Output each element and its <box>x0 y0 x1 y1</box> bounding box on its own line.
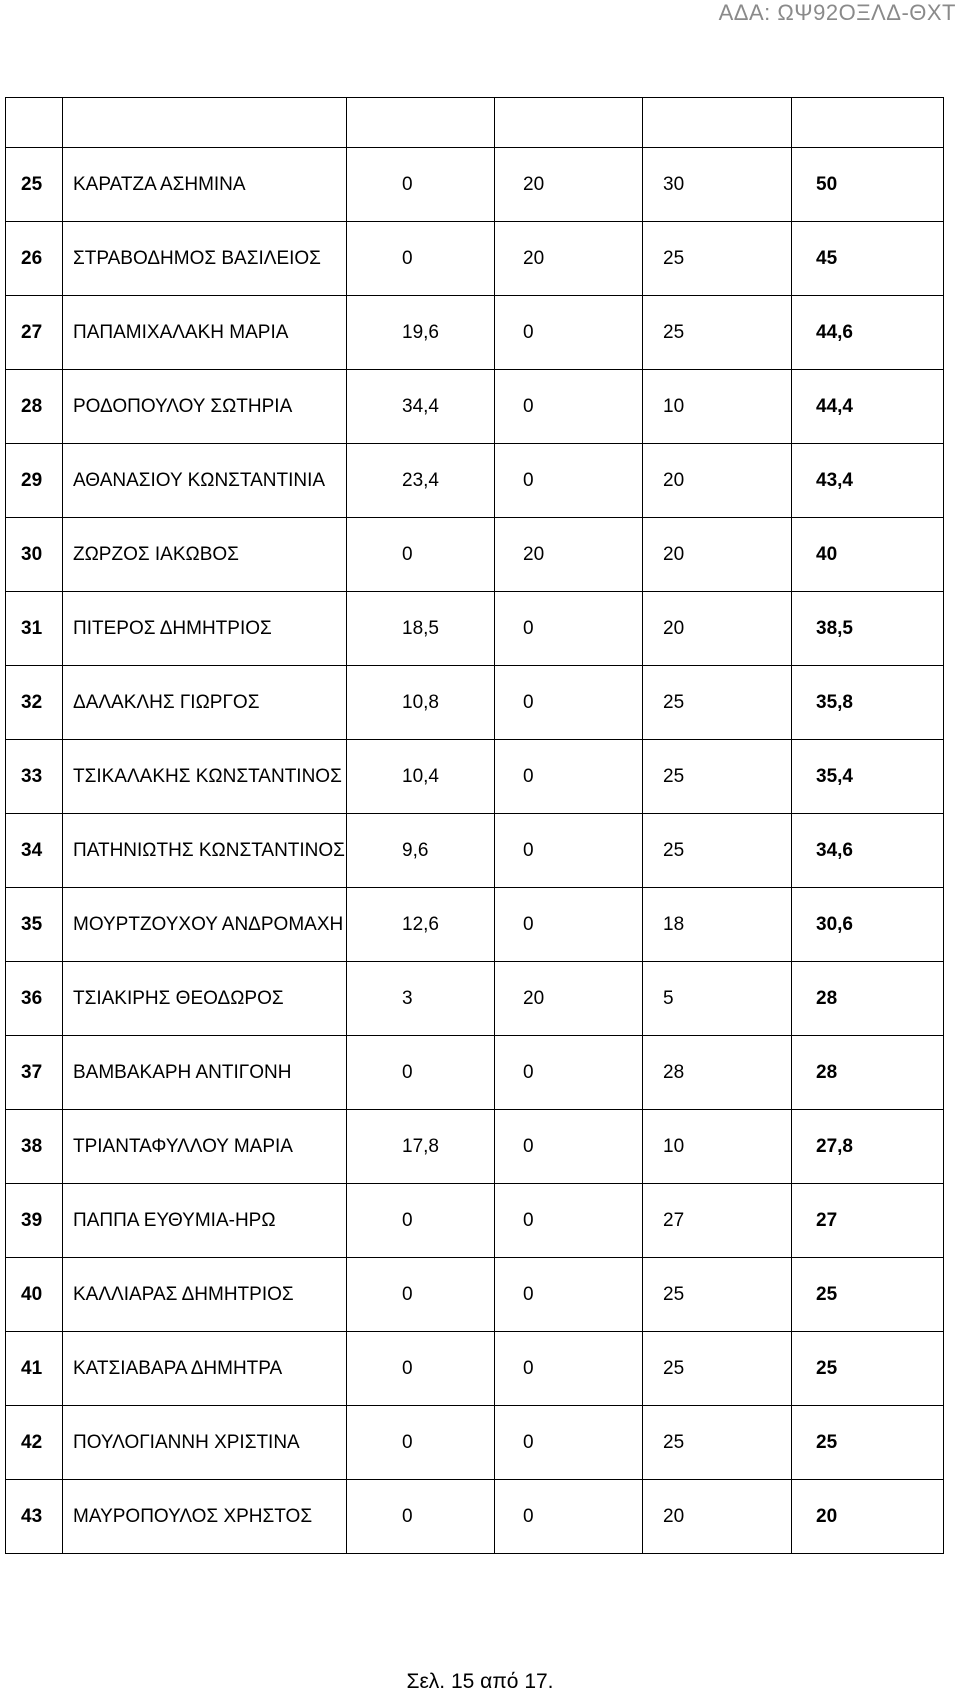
row-value-3: 5 <box>643 962 792 1036</box>
row-number: 38 <box>6 1110 63 1184</box>
row-value-1: 18,5 <box>347 592 495 666</box>
row-total: 34,6 <box>792 814 944 888</box>
table-row <box>6 1036 944 1110</box>
row-total: 25 <box>792 1406 944 1480</box>
row-value-2: 0 <box>495 1036 643 1110</box>
row-value-1: 0 <box>347 1332 495 1406</box>
row-name: ΠΙΤΕΡΟΣ ΔΗΜΗΤΡΙΟΣ <box>63 592 347 666</box>
row-total: 25 <box>792 1258 944 1332</box>
row-value-2: 0 <box>495 814 643 888</box>
table-row <box>6 888 944 962</box>
row-value-3: 25 <box>643 1406 792 1480</box>
row-name: ΡΟΔΟΠΟΥΛΟΥ ΣΩΤΗΡΙΑ <box>63 370 347 444</box>
row-number: 42 <box>6 1406 63 1480</box>
row-value-2: 0 <box>495 1110 643 1184</box>
row-value-1: 10,4 <box>347 740 495 814</box>
row-total: 27 <box>792 1184 944 1258</box>
row-total: 43,4 <box>792 444 944 518</box>
row-number: 29 <box>6 444 63 518</box>
table-row <box>6 1184 944 1258</box>
row-total: 50 <box>792 148 944 222</box>
row-name: ΚΑΤΣΙΑΒΑΡΑ ΔΗΜΗΤΡΑ <box>63 1332 347 1406</box>
table-row <box>6 962 944 1036</box>
row-name: ΔΑΛΑΚΛΗΣ ΓΙΩΡΓΟΣ <box>63 666 347 740</box>
row-value-3: 25 <box>643 1332 792 1406</box>
row-number: 28 <box>6 370 63 444</box>
row-name: ΤΣΙΚΑΛΑΚΗΣ ΚΩΝΣΤΑΝΤΙΝΟΣ <box>63 740 347 814</box>
row-value-2: 20 <box>495 148 643 222</box>
row-total: 38,5 <box>792 592 944 666</box>
row-name: ΜΑΥΡΟΠΟΥΛΟΣ ΧΡΗΣΤΟΣ <box>63 1480 347 1554</box>
table-row <box>6 444 944 518</box>
row-value-3: 20 <box>643 1480 792 1554</box>
row-total: 45 <box>792 222 944 296</box>
table-row <box>6 148 944 222</box>
row-number: 27 <box>6 296 63 370</box>
row-total: 35,4 <box>792 740 944 814</box>
row-name: ΚΑΛΛΙΑΡΑΣ ΔΗΜΗΤΡΙΟΣ <box>63 1258 347 1332</box>
row-value-3: 20 <box>643 518 792 592</box>
row-number: 33 <box>6 740 63 814</box>
row-value-2: 0 <box>495 740 643 814</box>
row-value-3: 25 <box>643 814 792 888</box>
row-value-1: 19,6 <box>347 296 495 370</box>
row-name: ΣΤΡΑΒΟΔΗΜΟΣ ΒΑΣΙΛΕΙΟΣ <box>63 222 347 296</box>
row-number: 32 <box>6 666 63 740</box>
table-row <box>6 592 944 666</box>
row-number: 30 <box>6 518 63 592</box>
row-value-3: 25 <box>643 222 792 296</box>
table-header-blank-row <box>6 98 944 148</box>
row-number: 43 <box>6 1480 63 1554</box>
row-value-3: 20 <box>643 592 792 666</box>
row-value-1: 12,6 <box>347 888 495 962</box>
row-value-1: 0 <box>347 1036 495 1110</box>
table-row <box>6 1258 944 1332</box>
table-row <box>6 1110 944 1184</box>
row-value-2: 20 <box>495 962 643 1036</box>
row-value-1: 23,4 <box>347 444 495 518</box>
page-number: Σελ. 15 από 17. <box>406 1670 554 1693</box>
row-number: 34 <box>6 814 63 888</box>
table-row <box>6 370 944 444</box>
row-value-2: 0 <box>495 370 643 444</box>
row-total: 30,6 <box>792 888 944 962</box>
row-name: ΠΟΥΛΟΓΙΑΝΝΗ ΧΡΙΣΤΙΝΑ <box>63 1406 347 1480</box>
row-name: ΤΡΙΑΝΤΑΦΥΛΛΟΥ ΜΑΡΙΑ <box>63 1110 347 1184</box>
row-value-1: 17,8 <box>347 1110 495 1184</box>
row-value-2: 0 <box>495 666 643 740</box>
row-value-1: 0 <box>347 1406 495 1480</box>
row-name: ΑΘΑΝΑΣΙΟΥ ΚΩΝΣΤΑΝΤΙΝΙΑ <box>63 444 347 518</box>
row-value-1: 0 <box>347 518 495 592</box>
row-number: 37 <box>6 1036 63 1110</box>
row-number: 36 <box>6 962 63 1036</box>
table-row <box>6 666 944 740</box>
table-row <box>6 518 944 592</box>
row-value-2: 0 <box>495 592 643 666</box>
row-total: 35,8 <box>792 666 944 740</box>
row-value-2: 0 <box>495 1480 643 1554</box>
row-value-2: 0 <box>495 1332 643 1406</box>
row-total: 40 <box>792 518 944 592</box>
row-value-3: 25 <box>643 1258 792 1332</box>
table-row <box>6 296 944 370</box>
row-value-1: 0 <box>347 1258 495 1332</box>
row-value-1: 10,8 <box>347 666 495 740</box>
table-row <box>6 222 944 296</box>
row-name: ΠΑΠΑΜΙΧΑΛΑΚΗ ΜΑΡΙΑ <box>63 296 347 370</box>
row-value-3: 30 <box>643 148 792 222</box>
table-row <box>6 1406 944 1480</box>
row-value-2: 0 <box>495 444 643 518</box>
row-value-1: 0 <box>347 148 495 222</box>
row-value-3: 27 <box>643 1184 792 1258</box>
row-name: ΖΩΡΖΟΣ ΙΑΚΩΒΟΣ <box>63 518 347 592</box>
row-value-2: 20 <box>495 518 643 592</box>
row-value-1: 3 <box>347 962 495 1036</box>
table-row <box>6 1332 944 1406</box>
row-value-3: 20 <box>643 444 792 518</box>
table-row <box>6 1480 944 1554</box>
row-total: 28 <box>792 962 944 1036</box>
row-value-3: 25 <box>643 296 792 370</box>
row-value-2: 20 <box>495 222 643 296</box>
row-value-3: 10 <box>643 370 792 444</box>
row-total: 44,6 <box>792 296 944 370</box>
row-value-3: 10 <box>643 1110 792 1184</box>
row-total: 44,4 <box>792 370 944 444</box>
row-total: 27,8 <box>792 1110 944 1184</box>
results-table <box>5 97 944 1554</box>
row-number: 25 <box>6 148 63 222</box>
row-value-3: 28 <box>643 1036 792 1110</box>
row-value-1: 0 <box>347 1480 495 1554</box>
row-value-3: 18 <box>643 888 792 962</box>
row-number: 39 <box>6 1184 63 1258</box>
row-value-2: 0 <box>495 1258 643 1332</box>
row-total: 25 <box>792 1332 944 1406</box>
table-row <box>6 814 944 888</box>
row-value-1: 34,4 <box>347 370 495 444</box>
row-value-2: 0 <box>495 296 643 370</box>
row-value-3: 25 <box>643 666 792 740</box>
row-number: 41 <box>6 1332 63 1406</box>
row-number: 26 <box>6 222 63 296</box>
row-value-1: 9,6 <box>347 814 495 888</box>
row-number: 31 <box>6 592 63 666</box>
row-value-2: 0 <box>495 1184 643 1258</box>
row-total: 20 <box>792 1480 944 1554</box>
row-value-2: 0 <box>495 888 643 962</box>
ada-code: ΑΔΑ: ΩΨ92ΟΞΛΔ-ΘΧΤ <box>718 0 956 25</box>
row-name: ΤΣΙΑΚΙΡΗΣ ΘΕΟΔΩΡΟΣ <box>63 962 347 1036</box>
row-number: 35 <box>6 888 63 962</box>
row-value-1: 0 <box>347 222 495 296</box>
row-value-2: 0 <box>495 1406 643 1480</box>
row-name: ΚΑΡΑΤΖΑ ΑΣΗΜΙΝΑ <box>63 148 347 222</box>
row-value-3: 25 <box>643 740 792 814</box>
row-number: 40 <box>6 1258 63 1332</box>
row-name: ΠΑΠΠΑ ΕΥΘΥΜΙΑ-ΗΡΩ <box>63 1184 347 1258</box>
row-total: 28 <box>792 1036 944 1110</box>
table-row <box>6 740 944 814</box>
row-name: ΜΟΥΡΤΖΟΥΧΟΥ ΑΝΔΡΟΜΑΧΗ <box>63 888 347 962</box>
row-name: ΠΑΤΗΝΙΩΤΗΣ ΚΩΝΣΤΑΝΤΙΝΟΣ <box>63 814 347 888</box>
row-name: ΒΑΜΒΑΚΑΡΗ ΑΝΤΙΓΟΝΗ <box>63 1036 347 1110</box>
row-value-1: 0 <box>347 1184 495 1258</box>
